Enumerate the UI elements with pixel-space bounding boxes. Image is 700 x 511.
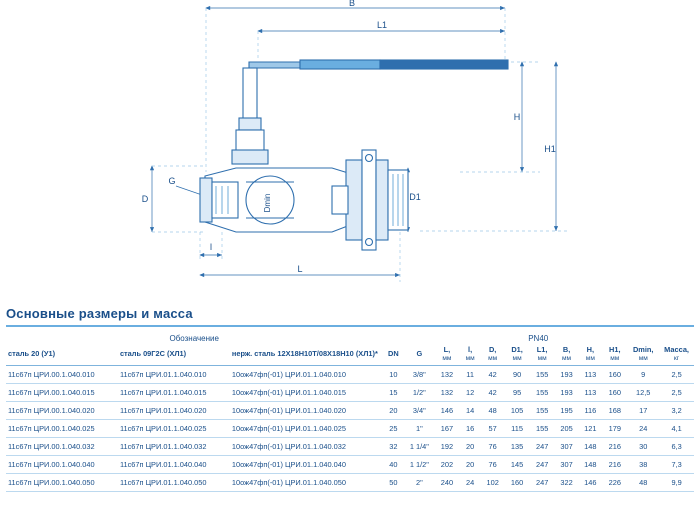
cell-H: 121 (578, 420, 602, 438)
dim-label-D1: D1 (409, 192, 421, 202)
cell-L1: 247 (530, 456, 555, 474)
cell-stainless: 10ож47фп(-01) ЦРИ.01.1.040.020 (230, 402, 383, 420)
cell-DN: 20 (382, 402, 404, 420)
col-l: l, мм (459, 344, 480, 366)
cell-L: 192 (434, 438, 459, 456)
cell-D: 42 (481, 384, 505, 402)
cell-l: 24 (459, 474, 480, 492)
section-title: Основные размеры и масса (6, 306, 193, 321)
cell-steel20: 11с67п ЦРИ.00.1.040.015 (6, 384, 118, 402)
col-steel09g2s: сталь 09Г2С (ХЛ1) (118, 344, 230, 366)
cell-B: 193 (555, 384, 579, 402)
cell-stainless: 10ож47фп(-01) ЦРИ.01.1.040.015 (230, 384, 383, 402)
cell-D: 76 (481, 438, 505, 456)
cell-D1: 90 (505, 366, 530, 384)
cell-Dmin: 38 (627, 456, 659, 474)
table-row (6, 402, 694, 420)
cell-B: 322 (555, 474, 579, 492)
dim-label-H: H (513, 112, 521, 122)
cell-DN: 40 (382, 456, 404, 474)
cell-l: 12 (459, 384, 480, 402)
cell-Dmin: 48 (627, 474, 659, 492)
cell-DN: 15 (382, 384, 404, 402)
cell-D1: 160 (505, 474, 530, 492)
cell-B: 307 (555, 456, 579, 474)
dim-label-L: L (297, 264, 303, 274)
cell-stainless: 10ож47фп(-01) ЦРИ.01.1.040.040 (230, 456, 383, 474)
col-mass: Масса, кг (659, 344, 694, 366)
specs-table (6, 332, 694, 492)
cell-L1: 155 (530, 402, 555, 420)
cell-D1: 115 (505, 420, 530, 438)
cell-D1: 105 (505, 402, 530, 420)
col-H: H, мм (578, 344, 602, 366)
cell-Dmin: 9 (627, 366, 659, 384)
cell-G: 3/4" (404, 402, 434, 420)
cell-D1: 145 (505, 456, 530, 474)
cell-B: 195 (555, 402, 579, 420)
cell-D: 42 (481, 366, 505, 384)
cell-stainless: 10ож47фп(-01) ЦРИ.01.1.040.050 (230, 474, 383, 492)
dim-label-L1-top: L1 (376, 20, 388, 30)
cell-D: 102 (481, 474, 505, 492)
dim-label-Dmin: Dmin (263, 193, 272, 213)
cell-stainless: 10ож47фп(-01) ЦРИ.01.1.040.032 (230, 438, 383, 456)
cell-H: 113 (578, 366, 602, 384)
cell-l: 14 (459, 402, 480, 420)
cell-steel09g2s: 11с67п ЦРИ.01.1.040.010 (118, 366, 230, 384)
cell-mass: 2,5 (659, 384, 694, 402)
table-row (6, 366, 694, 384)
cell-B: 193 (555, 366, 579, 384)
cell-DN: 32 (382, 438, 404, 456)
cell-G: 2" (404, 474, 434, 492)
cell-H: 116 (578, 402, 602, 420)
cell-steel20: 11с67п ЦРИ.00.1.040.050 (6, 474, 118, 492)
cell-H: 148 (578, 438, 602, 456)
cell-L1: 155 (530, 366, 555, 384)
col-B: B, мм (555, 344, 579, 366)
cell-D: 76 (481, 456, 505, 474)
cell-L: 146 (434, 402, 459, 420)
cell-G: 3/8" (404, 366, 434, 384)
dim-label-l: l (210, 242, 212, 252)
cell-mass: 7,3 (659, 456, 694, 474)
cell-H: 148 (578, 456, 602, 474)
cell-steel09g2s: 11с67п ЦРИ.01.1.040.015 (118, 384, 230, 402)
cell-L: 132 (434, 366, 459, 384)
cell-H1: 216 (602, 456, 627, 474)
table-row (6, 456, 694, 474)
group-header-pn: PN40 (528, 334, 549, 343)
cell-mass: 6,3 (659, 438, 694, 456)
cell-L: 240 (434, 474, 459, 492)
cell-l: 20 (459, 456, 480, 474)
dim-label-D: D (141, 194, 149, 204)
cell-steel09g2s: 11с67п ЦРИ.01.1.040.025 (118, 420, 230, 438)
table-body (6, 366, 694, 492)
cell-stainless: 10ож47фп(-01) ЦРИ.01.1.040.010 (230, 366, 383, 384)
cell-H1: 168 (602, 402, 627, 420)
cell-L: 167 (434, 420, 459, 438)
col-stainless: нерж. сталь 12Х18Н10Т/08Х18Н10 (ХЛ1)* (230, 344, 383, 366)
cell-Dmin: 12,5 (627, 384, 659, 402)
cell-Dmin: 30 (627, 438, 659, 456)
cell-G: 1/2" (404, 384, 434, 402)
cell-steel09g2s: 11с67п ЦРИ.01.1.040.040 (118, 456, 230, 474)
cell-L1: 247 (530, 438, 555, 456)
cell-L: 132 (434, 384, 459, 402)
col-DN: DN (382, 344, 404, 366)
cell-G: 1" (404, 420, 434, 438)
cell-DN: 50 (382, 474, 404, 492)
col-L: L, мм (434, 344, 459, 366)
cell-H1: 226 (602, 474, 627, 492)
table-row (6, 438, 694, 456)
cell-DN: 25 (382, 420, 404, 438)
cell-H1: 160 (602, 366, 627, 384)
cell-l: 11 (459, 366, 480, 384)
cell-steel09g2s: 11с67п ЦРИ.01.1.040.032 (118, 438, 230, 456)
cell-H1: 160 (602, 384, 627, 402)
cell-mass: 4,1 (659, 420, 694, 438)
cell-L1: 155 (530, 420, 555, 438)
cell-L: 202 (434, 456, 459, 474)
col-D: D, мм (481, 344, 505, 366)
cell-G: 1 1/2" (404, 456, 434, 474)
cell-L1: 247 (530, 474, 555, 492)
dim-label-H1: H1 (544, 144, 556, 154)
cell-H: 113 (578, 384, 602, 402)
section-divider (6, 325, 694, 327)
cell-D: 48 (481, 402, 505, 420)
dim-label-B: B (348, 0, 356, 8)
cell-L1: 155 (530, 384, 555, 402)
cell-H1: 216 (602, 438, 627, 456)
cell-B: 307 (555, 438, 579, 456)
table-row (6, 384, 694, 402)
cell-steel20: 11с67п ЦРИ.00.1.040.020 (6, 402, 118, 420)
cell-steel20: 11с67п ЦРИ.00.1.040.025 (6, 420, 118, 438)
cell-steel09g2s: 11с67п ЦРИ.01.1.040.020 (118, 402, 230, 420)
cell-l: 20 (459, 438, 480, 456)
dim-label-G: G (168, 176, 176, 186)
cell-mass: 9,9 (659, 474, 694, 492)
cell-mass: 3,2 (659, 402, 694, 420)
cell-D1: 95 (505, 384, 530, 402)
col-Dmin: Dmin, мм (627, 344, 659, 366)
cell-steel20: 11с67п ЦРИ.00.1.040.040 (6, 456, 118, 474)
table-row (6, 474, 694, 492)
cell-mass: 2,5 (659, 366, 694, 384)
cell-steel20: 11с67п ЦРИ.00.1.040.032 (6, 438, 118, 456)
cell-steel20: 11с67п ЦРИ.00.1.040.010 (6, 366, 118, 384)
cell-DN: 10 (382, 366, 404, 384)
cell-stainless: 10ож47фп(-01) ЦРИ.01.1.040.025 (230, 420, 383, 438)
cell-H: 146 (578, 474, 602, 492)
table-header-row (6, 344, 694, 366)
cell-G: 1 1/4" (404, 438, 434, 456)
table-row (6, 420, 694, 438)
col-L1: L1, мм (530, 344, 555, 366)
cell-D1: 135 (505, 438, 530, 456)
cell-l: 16 (459, 420, 480, 438)
cell-steel09g2s: 11с67п ЦРИ.01.1.040.050 (118, 474, 230, 492)
cell-H1: 179 (602, 420, 627, 438)
group-header-designation: Обозначение (169, 334, 219, 343)
col-H1: H1, мм (602, 344, 627, 366)
cell-Dmin: 24 (627, 420, 659, 438)
col-D1: D1, мм (505, 344, 530, 366)
col-G: G (404, 344, 434, 366)
cell-Dmin: 17 (627, 402, 659, 420)
col-steel20: сталь 20 (У1) (6, 344, 118, 366)
cell-D: 57 (481, 420, 505, 438)
cell-B: 205 (555, 420, 579, 438)
